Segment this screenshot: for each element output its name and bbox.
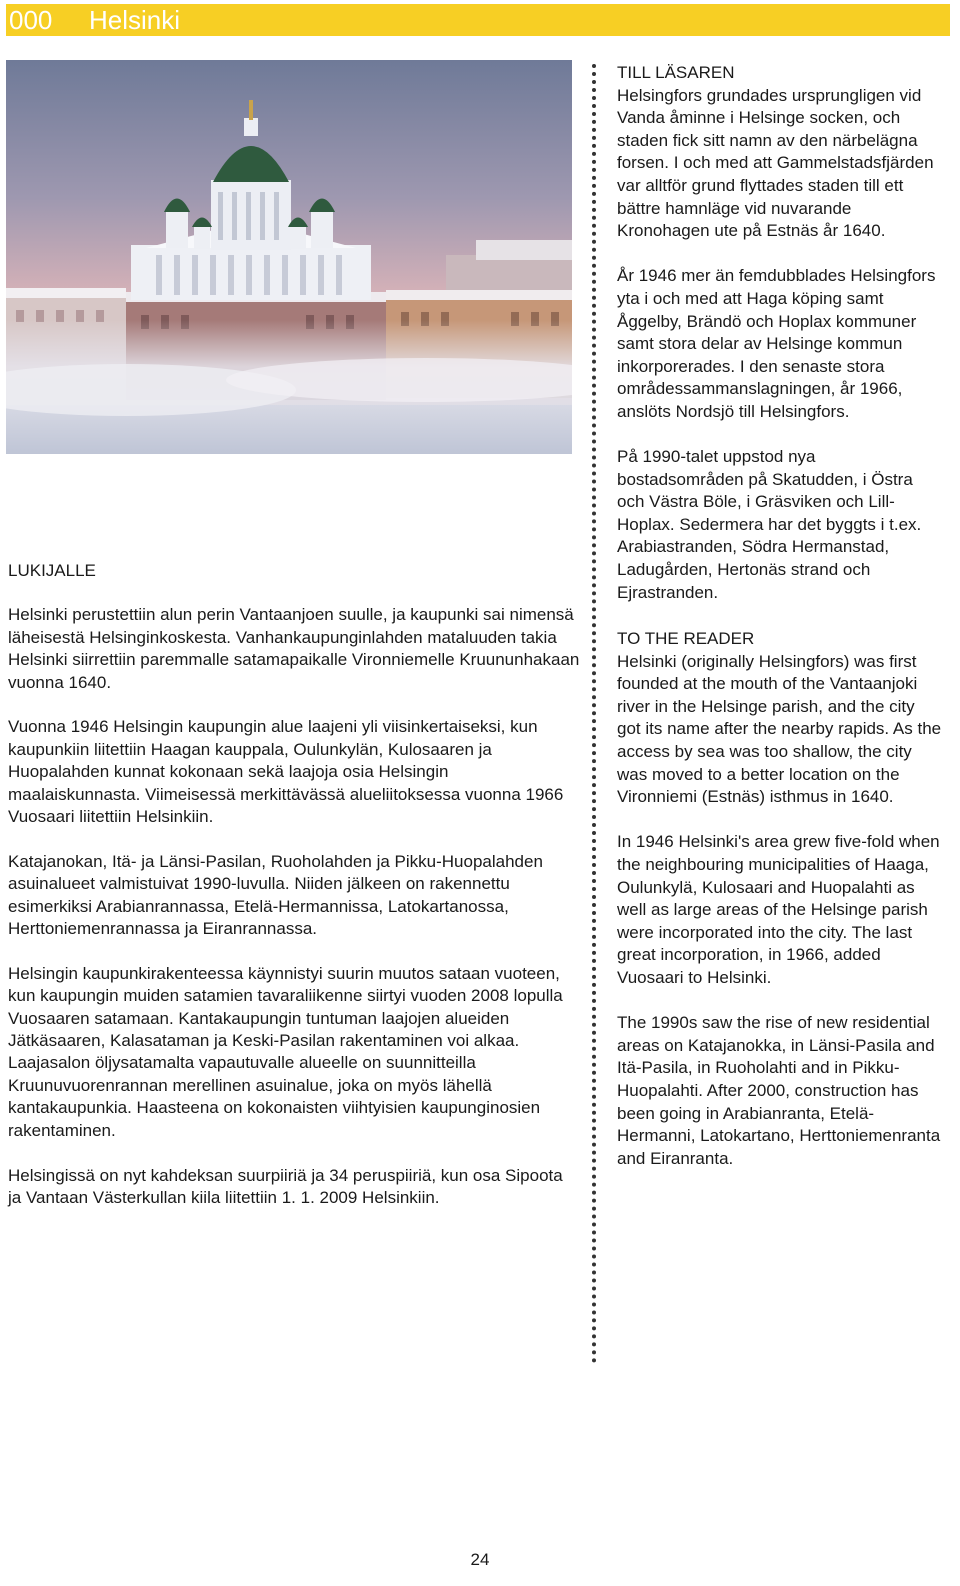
swedish-paragraph: Helsingfors grundades ursprungligen vid Vanda åminne i Helsinge socken, och staden fick sitt namn av den närbelägna forsen. I och med att Gammelstadsfjärden var alltför grund flyttades staden till ett bättre hamnläge vid nuvarande Kronohagen ute på Estnäs år 1640. <box>617 85 934 241</box>
swedish-paragraph: År 1946 mer än femdubblades Helsingfors yta i och med att Haga köping samt Åggelby, Brändö och Hoplax kommuner samt stora delar av Helsinge kommun inkorporerades. I den senaste stora områdessammanslagningen, år 1966, anslöts Nordsjö till Helsingfors. <box>617 266 936 421</box>
finnish-paragraph: Katajanokan, Itä- ja Länsi-Pasilan, Ruoholahden ja Pikku-Huopalahden asuinalueet valmistuivat 1990-luvulla. Niiden jälkeen on rakennettu esimerkiksi Arabianrannassa, Etelä-Hermannissa, Latokartanossa, Herttoniemenrannassa ja Eiranrannassa. <box>8 851 543 939</box>
header-bar <box>6 4 950 36</box>
finnish-paragraph: Helsingissä on nyt kahdeksan suurpiiriä ja 34 peruspiiriä, kun osa Sipoota ja Vantaan Västerkullan kiila liitettiin 1. 1. 2009 Helsinkiin. <box>8 1165 563 1207</box>
swedish-heading: TILL LÄSAREN <box>617 63 735 82</box>
english-paragraph: Helsinki (originally Helsingfors) was first founded at the mouth of the Vantaanjoki river in the Helsinge parish, and the city got its name after the nearby rapids. As the access by sea was too shallow, the city was moved to a better location on the Vironniemi (Estnäs) isthmus in 1640. <box>617 651 942 807</box>
page-title: Helsinki <box>89 5 181 35</box>
right-text-column <box>617 62 942 1193</box>
english-heading: TO THE READER <box>617 629 755 649</box>
swedish-paragraph-clipped <box>617 446 942 604</box>
helsinki-cathedral-photo <box>6 60 572 454</box>
dotted-column-divider <box>592 64 596 1364</box>
finnish-paragraph: Vuonna 1946 Helsingin kaupungin alue laajeni yli viisinkertaiseksi, kun kaupunkiin liitettiin Haagan kauppala, Oulunkylän, Kulosaaren ja Huopalahden kunnat kokonaan sekä laajoja osia Helsingin maalaiskunnasta. Viimeisessä merkittävässä alueliitoksessa vuonna 1966 Vuosaari liitettiin Helsinkiin. <box>8 717 564 827</box>
page-number: 24 <box>470 1550 490 1569</box>
section-number: 000 <box>9 5 53 35</box>
finnish-paragraph: Helsinki perustettiin alun perin Vantaanjoen suulle, ja kaupunki sai nimensä läheisestä Helsinginkoskesta. Vanhankaupunginlahden mataluuden takia Helsinki siirrettiin paremmalle satamapaikalle Vironniemelle Kruununhakaan vuonna 1640. <box>8 605 580 692</box>
finnish-paragraph: Helsingin kaupunkirakenteessa käynnistyi suurin muutos sataan vuoteen, kun kaupungin muiden satamien tavaraliikenne siirtyi vuoden 2008 lopulla Vuosaaren satamaan. Kantakaupungin tuntuman laajojen alueiden Jätkäsaaren, Kalasataman ja Keski-Pasilan rakentaminen voi alkaa. Laajasalon öljysatamalta vapautuvalle alueelle on suunnitteilla Kruunuvuorenrannan merellinen asuinalue, joka on myös lähellä kantakaupunkia. Haasteena on kokonaisten viihtyisien kaupunginosien rakentaminen. <box>8 963 563 1140</box>
finnish-heading: LUKIJALLE <box>8 561 96 580</box>
finnish-text-column <box>8 560 580 1232</box>
english-paragraph: In 1946 Helsinki's area grew five-fold when the neighbouring municipalities of Haaga, Oulunkylä, Kulosaari and Huopalahti as well as large areas of the Helsinge parish were incorporated into the city. The last great incorporation, in 1966, added Vuosaari to Helsinki. <box>617 832 940 987</box>
english-paragraph: The 1990s saw the rise of new residential areas on Katajanokka, in Länsi-Pasila and Itä-Pasila, in Ruoholahti and in Pikku-Huopalahti. After 2000, construction has been going in Arabianranta, Etelä-Hermanni, Latokartano, Herttoniemenranta and Eiranranta. <box>617 1013 941 1168</box>
swedish-paragraph: På 1990-talet uppstod nya bostadsområden på Skatudden, i Östra och Västra Böle, i Gräsviken och Lill-Hoplax. Sedermera har det byggts i t.ex. Arabiastranden, Södra Hermanstad, Ladugården, Hertonäs strand och Ejrastranden. <box>617 447 922 602</box>
